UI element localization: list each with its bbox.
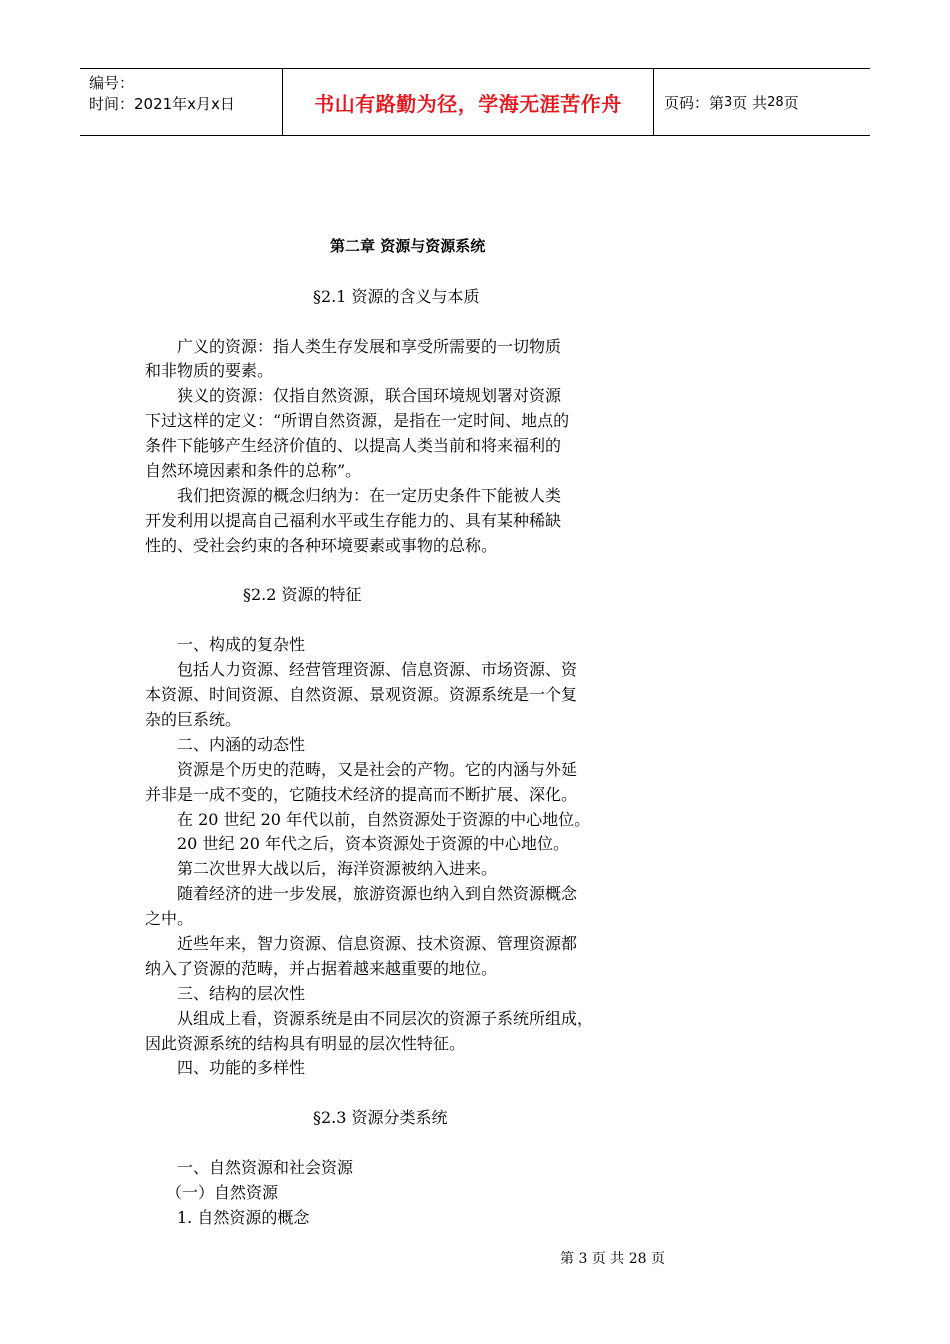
section-title-2-1: §2.1 资源的含义与本质: [313, 287, 480, 306]
paragraph-line: 本资源、时间资源、自然资源、景观资源。资源系统是一个复: [145, 685, 578, 704]
paragraph-line: 20 世纪 20 年代之后，资本资源处于资源的中心地位。: [177, 834, 569, 853]
paragraph-line: 和非物质的要素。: [145, 361, 274, 380]
paragraph-line: 性的、受社会约束的各种环境要素或事物的总称。: [145, 536, 498, 555]
section-title-2-2: §2.2 资源的特征: [243, 585, 362, 604]
paragraph-line: 自然环境因素和条件的总称”。: [145, 461, 362, 480]
paragraph-line: 并非是一成不变的，它随技术经济的提高而不断扩展、深化。: [145, 785, 578, 804]
page-prefix: 页码：第: [664, 93, 725, 112]
header-meta: [80, 69, 282, 135]
paragraph-line: 杂的巨系统。: [145, 710, 242, 729]
paragraph-line: 在 20 世纪 20 年代以前，自然资源处于资源的中心地位。: [177, 810, 591, 829]
section-title-2-3: §2.3 资源分类系统: [313, 1108, 448, 1127]
page-number: 3: [724, 94, 733, 110]
paragraph-line: 纳入了资源的范畴，并占据着越来越重要的地位。: [145, 959, 498, 978]
page-footer: 第 3 页 共 28 页: [560, 1251, 665, 1267]
paragraph-line: 广义的资源：指人类生存发展和享受所需要的一切物质: [177, 337, 562, 356]
page-total: 28: [767, 94, 784, 110]
paragraph-line: 四、功能的多样性: [177, 1058, 306, 1077]
paragraph-line: 条件下能够产生经济价值的、以提高人类当前和将来福利的: [145, 436, 562, 455]
page-header: [80, 68, 870, 136]
paragraph-line: 狭义的资源：仅指自然资源，联合国环境规划署对资源: [177, 386, 562, 405]
page-suffix: 页: [783, 93, 799, 112]
paragraph-line: 随着经济的进一步发展，旅游资源也纳入到自然资源概念: [177, 884, 578, 903]
paragraph-line: 资源是个历史的范畴，又是社会的产物。它的内涵与外延: [177, 760, 578, 779]
paragraph-line: 因此资源系统的结构具有明显的层次性特征。: [145, 1034, 466, 1053]
paragraph-line: 我们把资源的概念归纳为：在一定历史条件下能被人类: [177, 486, 562, 505]
paragraph-line: 从组成上看，资源系统是由不同层次的资源子系统所组成，: [177, 1009, 594, 1028]
paragraph-line: 开发利用以提高自己福利水平或生存能力的、具有某种稀缺: [145, 511, 562, 530]
paragraph-line: 下过这样的定义：“所谓自然资源，是指在一定时间、地点的: [145, 411, 570, 430]
paragraph-line: 之中。: [145, 909, 194, 928]
paragraph-line: （一）自然资源: [166, 1183, 279, 1202]
page-mid: 页 共: [732, 93, 768, 112]
time-label: 时间：2021年x月x日: [89, 95, 235, 113]
header-page-info: [654, 69, 870, 135]
paragraph-line: 三、结构的层次性: [177, 984, 306, 1003]
paragraph-line: 一、构成的复杂性: [177, 635, 306, 654]
paragraph-line: 第二次世界大战以后，海洋资源被纳入进来。: [177, 859, 498, 878]
chapter-title: 第二章 资源与资源系统: [330, 237, 486, 255]
serial-label: 编号：: [89, 74, 135, 92]
paragraph-line: 包括人力资源、经营管理资源、信息资源、市场资源、资: [177, 660, 578, 679]
header-motto: 书山有路勤为径，学海无涯苦作舟: [282, 69, 654, 135]
paragraph-line: 二、内涵的动态性: [177, 735, 306, 754]
paragraph-line: 一、自然资源和社会资源: [177, 1158, 354, 1177]
paragraph-line: 近些年来，智力资源、信息资源、技术资源、管理资源都: [177, 934, 578, 953]
paragraph-line: 1. 自然资源的概念: [177, 1208, 310, 1227]
